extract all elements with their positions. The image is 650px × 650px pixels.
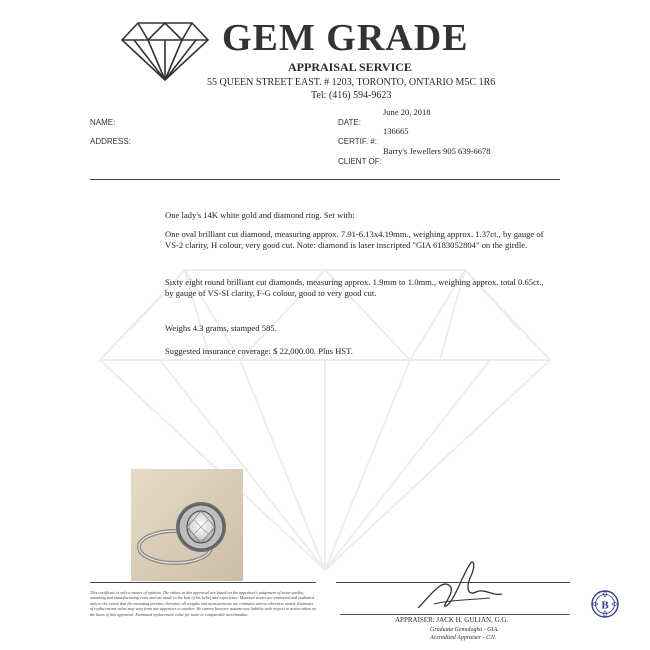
client-value: Barry's Jewellers 905 639-6678 bbox=[383, 146, 491, 156]
center-stone-section bbox=[165, 229, 545, 252]
appraiser-name: APPRAISER: JACK H. GULIAN, G.G. bbox=[395, 616, 509, 624]
diamond-icon bbox=[120, 20, 210, 82]
ring-photo bbox=[131, 469, 243, 581]
appraiser-title-gia: Graduate Gemologist - GIA. bbox=[430, 627, 499, 633]
badge-letter: B bbox=[601, 599, 609, 612]
intro-text: One lady's 14K white gold and diamond ring. Set with: bbox=[165, 210, 355, 220]
address-label: ADDRESS: bbox=[90, 137, 131, 146]
service-title: APPRAISAL SERVICE bbox=[288, 60, 412, 74]
center-stone-text: One oval brilliant cut diamond, measuring approx. 7.91-6.13x4.19mm., weighing approx. 1.37ct., by gauge of VS-2 clarity, H colour, very good cut. Note: diamond is laser inscripted "GIA 6183052804" on the girdle. bbox=[165, 229, 544, 251]
weight-section bbox=[165, 323, 545, 334]
footer-divider-left bbox=[90, 582, 316, 583]
date-label: DATE: bbox=[338, 118, 361, 127]
insurance-section bbox=[165, 346, 545, 357]
client-label: CLIENT OF: bbox=[338, 157, 382, 166]
certif-value: 136665 bbox=[383, 126, 409, 136]
side-stones-section bbox=[165, 277, 545, 300]
company-address: 55 QUEEN STREET EAST. # 1203, TORONTO, ONTARIO M5C 1R6 bbox=[207, 77, 496, 88]
company-name: GEM GRADE bbox=[222, 17, 469, 59]
appraiser-title-cji: Accredited Appraiser - CJI. bbox=[430, 635, 497, 641]
signature-line bbox=[340, 614, 570, 615]
header-divider bbox=[90, 179, 560, 180]
name-label: NAME: bbox=[90, 118, 116, 127]
b-badge-icon bbox=[590, 589, 620, 619]
description-intro bbox=[165, 210, 545, 221]
disclaimer-text: This certificate is only a matter of opinion. The values in this appraisal are based on the appraiser's judgement of stone quality, mounting and manufacturing costs and are made to the best of his belief and experience. Mounted stones are examined and evaluated only to the extent that the mounting permits; therefore all weights and measurements are estimates unless otherwise stated. Estimates of replacements value may vary from one appraiser to another. We cannot however assume any liability with respect to action taken on the basis of this appraisal. Estimated replacement value for same or comparable merchandise. bbox=[90, 590, 316, 617]
company-phone: Tel: (416) 594-9623 bbox=[311, 90, 392, 101]
weight-text: Weighs 4.3 grams, stamped 585. bbox=[165, 323, 277, 333]
appraiser-signature bbox=[410, 556, 505, 618]
date-value: June 20, 2018 bbox=[383, 107, 431, 117]
insurance-text: Suggested insurance coverage: $ 22,000.00. Plus HST. bbox=[165, 346, 353, 356]
certif-label: CERTIF. #: bbox=[338, 137, 377, 146]
side-stones-text: Sixty eight round brilliant cut diamonds, measuring approx. 1.9mm to 1.0mm., weighing approx. total 0.65ct., by gauge of VS-SI clarity, F-G colour, good to very good cut. bbox=[165, 277, 544, 299]
